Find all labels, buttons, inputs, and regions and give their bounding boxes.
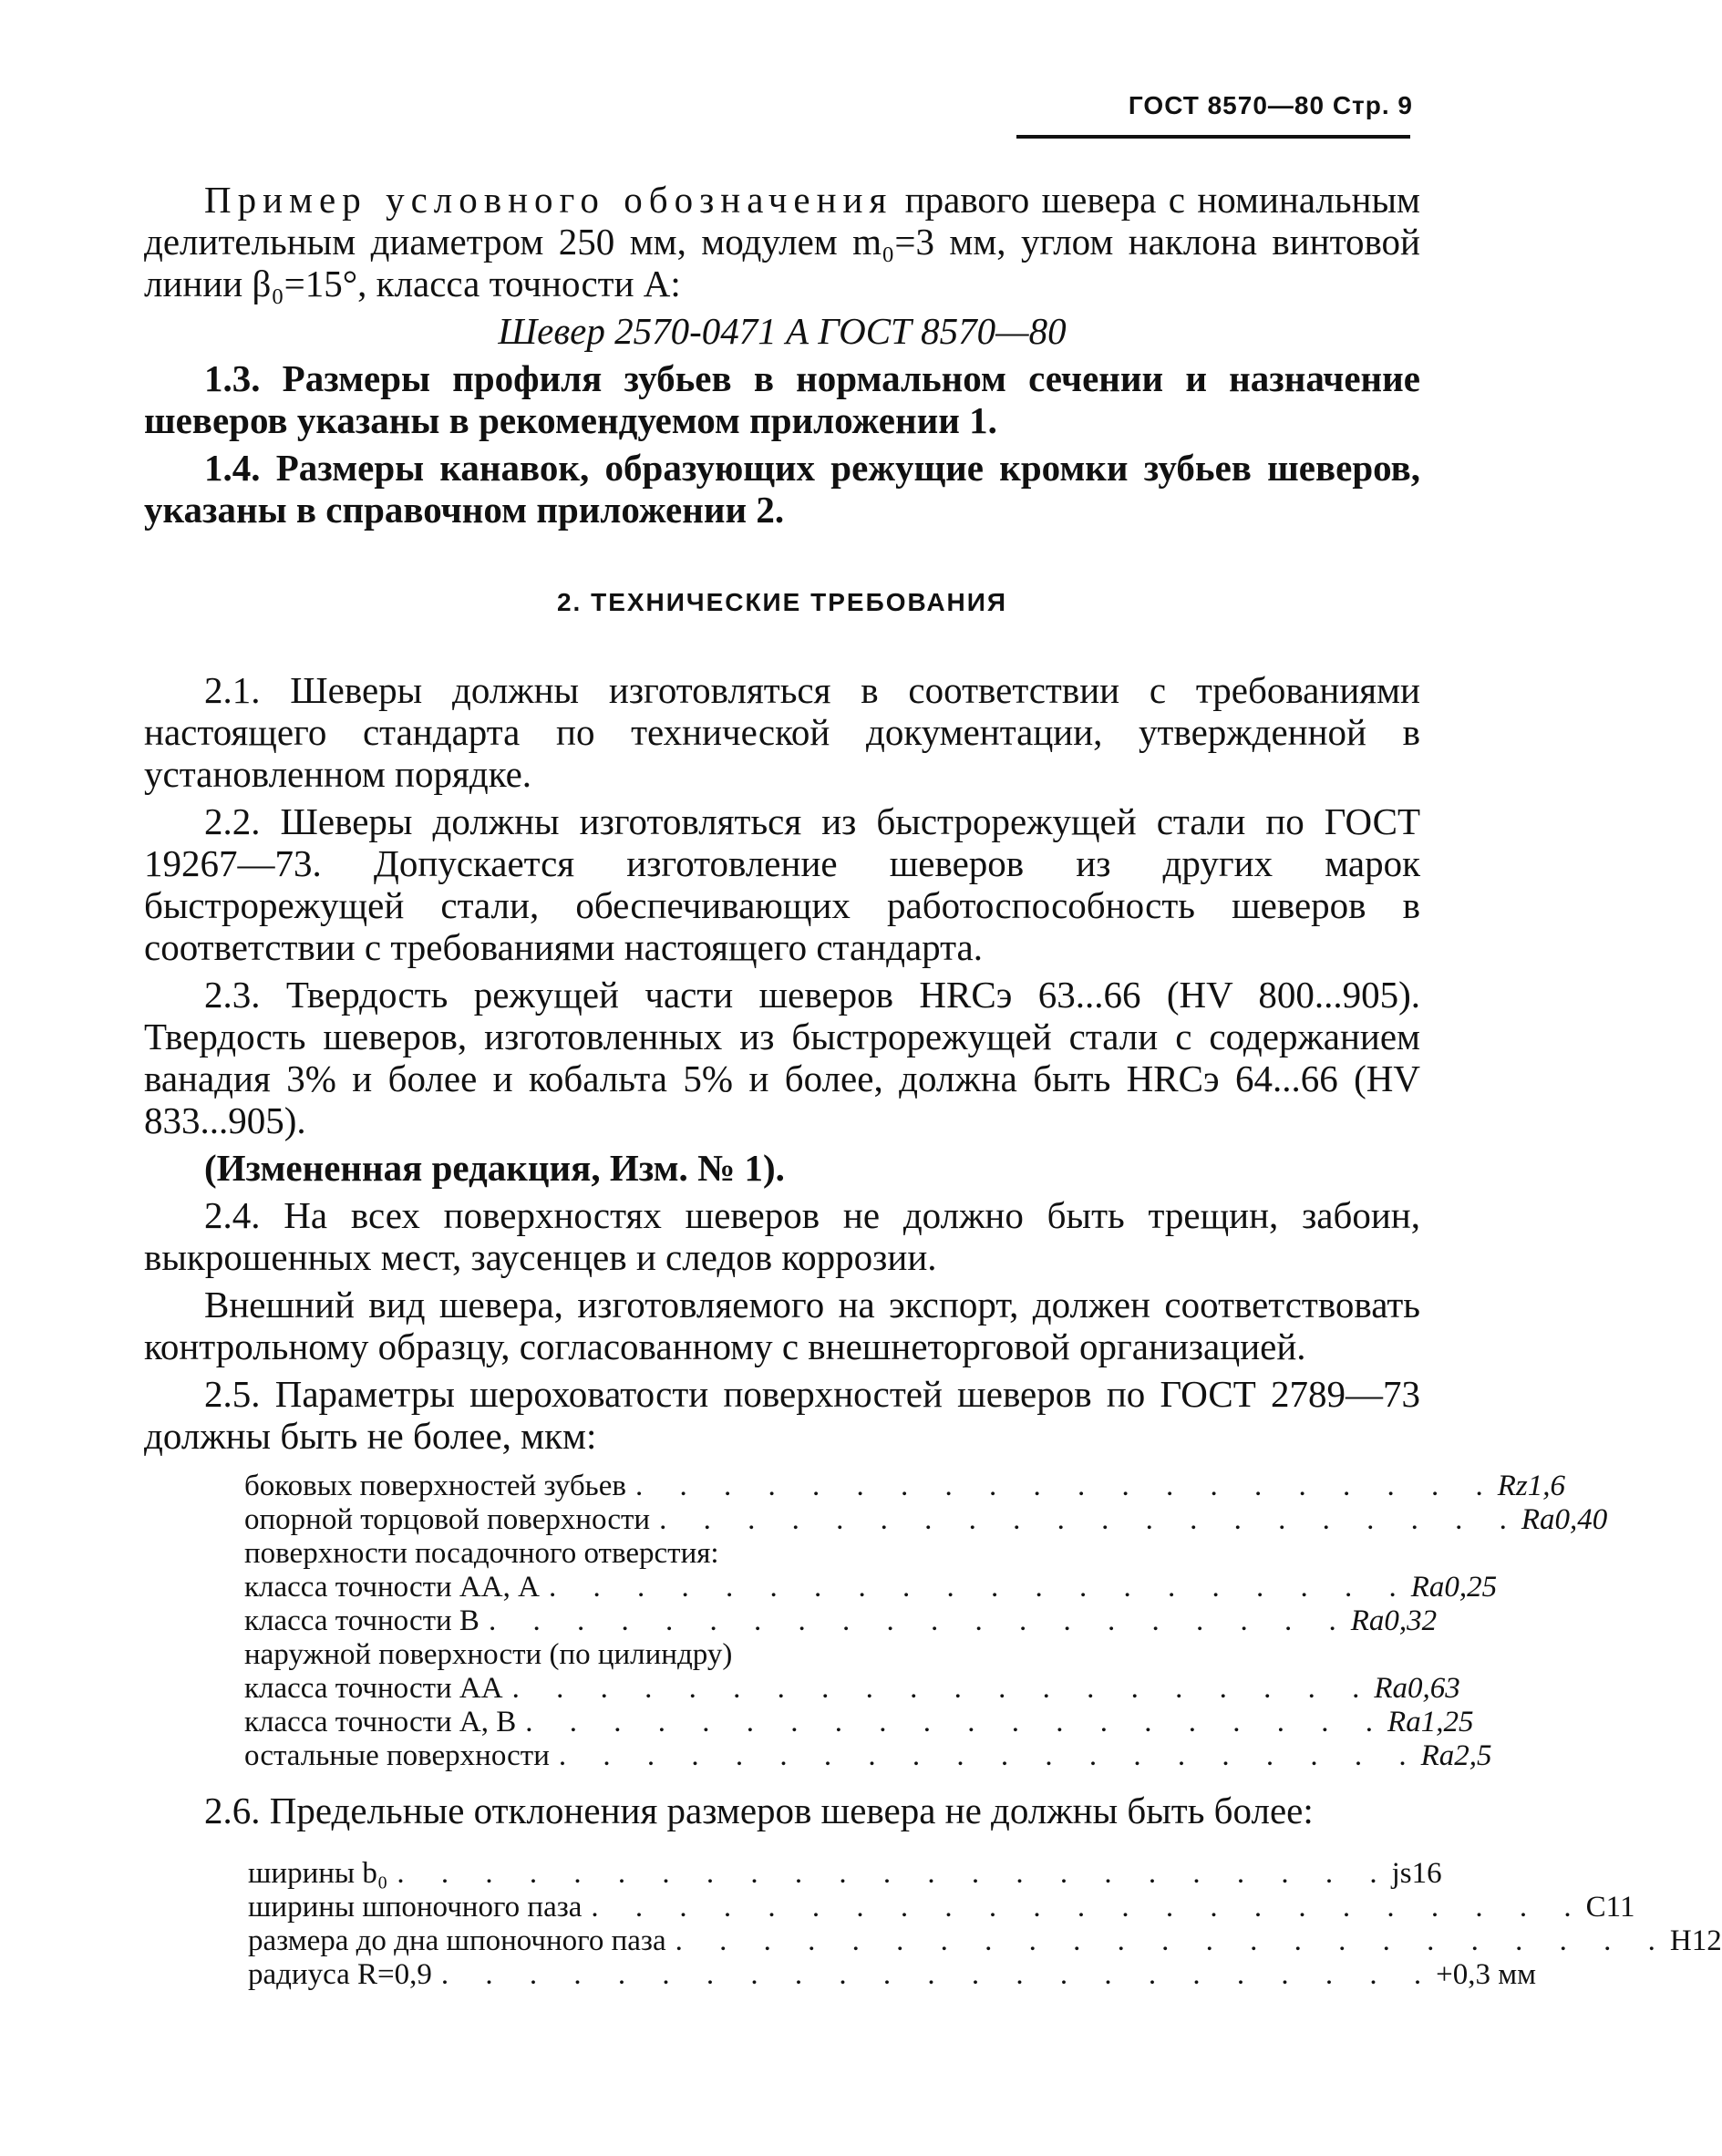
row-label: класса точности АА: [244, 1672, 503, 1705]
page-header: ГОСТ 8570—80 Стр. 9: [1128, 91, 1413, 119]
paragraph-2-1: 2.1. Шеверы должны изготовляться в соответствии с требованиями настоящего стандарта по технической документации, утвержденной в установленном порядке.: [144, 669, 1420, 795]
example-designation: Шевер 2570-0471 А ГОСТ 8570—80: [498, 310, 1067, 352]
row-label: остальные поверхности: [244, 1739, 550, 1772]
row-label: радиуса R=0,9: [248, 1958, 432, 1991]
table-row: [244, 1638, 1338, 1672]
header-rule: [1016, 135, 1410, 139]
row-value: Ra0,25: [1410, 1571, 1498, 1604]
paragraph-2-6: 2.6. Предельные отклонения размеров шевера не должны быть более:: [204, 1790, 1314, 1831]
leader-dots: . . . . . . . . . . . . . . . . . . . .: [548, 1571, 1411, 1604]
paragraph-2-5: 2.5. Параметры шероховатости поверхностей шеверов по ГОСТ 2789—73 должны быть не более, мкм:: [144, 1373, 1420, 1457]
leader-dots: . . . . . . . . . . . . . . . . . . . .: [659, 1503, 1521, 1536]
amendment-note: (Измененная редакция, Изм. № 1).: [204, 1147, 785, 1189]
row-label: опорной торцовой поверхности: [244, 1503, 651, 1536]
document-body: [144, 179, 1722, 1992]
row-label: ширины шпоночного паза: [248, 1891, 583, 1924]
row-value: Ra1,25: [1387, 1706, 1474, 1738]
table-row: [248, 1958, 1537, 1992]
table-row: [244, 1470, 1565, 1503]
table-row: [244, 1739, 1492, 1773]
table-row: [244, 1571, 1498, 1604]
example-lead: Пример условного обозначения: [204, 179, 893, 221]
row-value: H12: [1669, 1924, 1722, 1957]
table-row: [248, 1891, 1635, 1924]
leader-dots: . . . . . . . . . . . . . . . . . . . .: [558, 1739, 1421, 1772]
leader-dots: . . . . . . . . . . . . . . . . . . . . . . .: [675, 1924, 1670, 1957]
example-paragraph: [144, 179, 1420, 304]
row-label: ширины b₀: [248, 1857, 388, 1890]
table-row: [244, 1537, 1338, 1571]
row-value: js16: [1391, 1857, 1442, 1890]
example-text: правого шевера с номинальным делительным диаметром 250 мм, модулем m₀=3 мм, углом наклона винтовой линии β₀=15°, класса точности А:: [144, 179, 1420, 304]
paragraph-2-4: 2.4. На всех поверхностях шеверов не должно быть трещин, забоин, выкрошенных мест, заусенцев и следов коррозии.: [144, 1194, 1420, 1278]
table-row: [248, 1857, 1442, 1891]
row-value: Ra0,40: [1521, 1503, 1608, 1536]
row-value: Rz1,6: [1497, 1470, 1565, 1502]
row-label: наружной поверхности (по цилиндру): [244, 1638, 733, 1671]
table-row: [244, 1604, 1438, 1638]
leader-dots: . . . . . . . . . . . . . . . . . . . . . . .: [397, 1857, 1392, 1890]
leader-dots: . . . . . . . . . . . . . . . . . . . . . . .: [440, 1958, 1437, 1991]
table-row: [248, 1924, 1722, 1958]
tolerance-table: [248, 1857, 1722, 1992]
row-label: класса точности АА, А: [244, 1571, 540, 1604]
row-value: Ra2,5: [1420, 1739, 1492, 1772]
table-row: [244, 1706, 1474, 1739]
paragraph-2-2: 2.2. Шеверы должны изготовляться из быстрорежущей стали по ГОСТ 19267—73. Допускается изготовление шеверов из других марок быстрорежущей стали, обеспечивающих работоспособность шеверов в соответствии с требованиями настоящего стандарта.: [144, 800, 1420, 968]
row-value: Ra0,32: [1350, 1604, 1438, 1637]
row-label: класса точности А, В: [244, 1706, 517, 1738]
paragraph-1-3: 1.3. Размеры профиля зубьев в нормальном сечении и назначение шеверов указаны в рекомендуемом приложении 1.: [144, 357, 1420, 441]
leader-dots: . . . . . . . . . . . . . . . . . . . .: [525, 1706, 1388, 1738]
table-row: [244, 1672, 1460, 1706]
row-label: поверхности посадочного отверстия:: [244, 1537, 719, 1570]
paragraph-2-3: 2.3. Твердость режущей части шеверов HRCэ 63...66 (HV 800...905). Твердость шеверов, изготовленных из быстрорежущей стали с содержанием ванадия 3% и более и кобальта 5% и более, должна быть HRCэ 64...66 (HV 833...905).: [144, 974, 1420, 1141]
leader-dots: . . . . . . . . . . . . . . . . . . . .: [634, 1470, 1498, 1502]
leader-dots: . . . . . . . . . . . . . . . . . . . . . . .: [591, 1891, 1586, 1924]
section-title: 2. ТЕХНИЧЕСКИЕ ТРЕБОВАНИЯ: [556, 588, 1008, 616]
leader-dots: . . . . . . . . . . . . . . . . . . . .: [488, 1604, 1351, 1637]
paragraph-export: Внешний вид шевера, изготовляемого на экспорт, должен соответствовать контрольному образцу, согласованному с внешнеторговой организацией.: [144, 1284, 1420, 1367]
table-row: [244, 1503, 1608, 1537]
row-label: размера до дна шпоночного паза: [248, 1924, 666, 1957]
leader-dots: . . . . . . . . . . . . . . . . . . . .: [511, 1672, 1375, 1705]
row-label: класса точности В: [244, 1604, 479, 1637]
row-label: боковых поверхностей зубьев: [244, 1470, 626, 1502]
paragraph-1-4: 1.4. Размеры канавок, образующих режущие кромки зубьев шеверов, указаны в справочном приложении 2.: [144, 447, 1420, 531]
roughness-table: [244, 1470, 1608, 1773]
row-value: C11: [1585, 1891, 1635, 1924]
row-value: Ra0,63: [1374, 1672, 1460, 1705]
row-value: +0,3 мм: [1436, 1958, 1537, 1991]
